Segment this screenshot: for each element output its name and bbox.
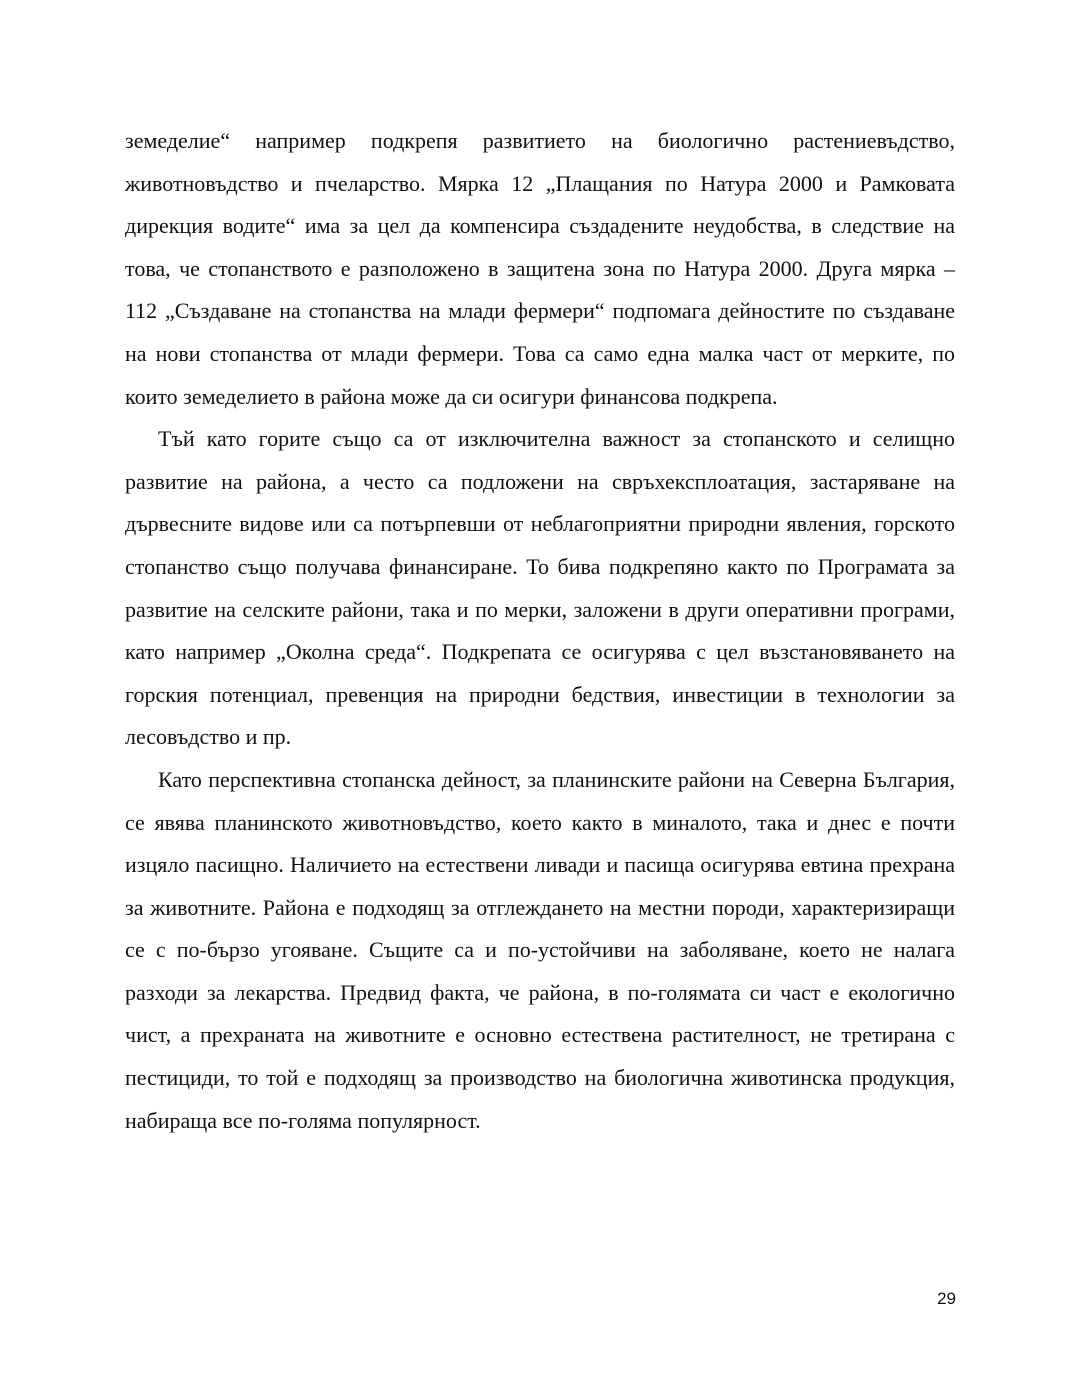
paragraph-2: Тъй като горите също са от изключителна важност за стопанското и селищно развитие на района, а често са подложени на свръхексплоатация, застаряване на дървесните видове или са потърпевши от неблагоприятни природни явления, горското стопанство също получава финансиране. То бива подкрепяно както по Програмата за развитие на селските райони, така и по мерки, заложени в други оперативни програми, като например „Околна среда“. Подкрепата се осигурява с цел възстановяването на горския потенциал, превенция на природни бедствия, инвестиции в технологии за лесовъдство и пр. [125, 426, 955, 750]
page-number: 29 [937, 1289, 956, 1308]
paragraph-3: Като перспективна стопанска дейност, за планинските райони на Северна България, се явява планинското животновъдство, което както в миналото, така и днес е почти изцяло пасищно. Наличието на естествени ливади и пасища осигурява евтина прехрана за животните. Района е подходящ за отглеждането на местни породи, характеризиращи се с по-бързо угояване. Същите са и по-устойчиви на заболяване, което не налага разходи за лекарства. Предвид факта, че района, в по-голямата си част е екологично чист, а прехраната на животните е основно естествена растителност, не третирана с пестициди, то той е подходящ за производство на биологична животинска продукция, набираща все по-голяма популярност. [125, 766, 955, 1133]
body-text [125, 120, 955, 1142]
paragraph-1: земеделие“ например подкрепя развитието на биологично растениевъдство, животновъдство и пчеларство. Мярка 12 „Плащания по Натура 2000 и Рамковата дирекция водите“ има за цел да компенсира създадените неудобства, в следствие на това, че стопанството е разположено в защитена зона по Натура 2000. Друга мярка – 112 „Създаване на стопанства на млади фермери“ подпомага дейностите по създаване на нови стопанства от млади фермери. Това са само една малка част от мерките, по които земеделието в района може да си осигури финансова подкрепа. [125, 128, 955, 409]
